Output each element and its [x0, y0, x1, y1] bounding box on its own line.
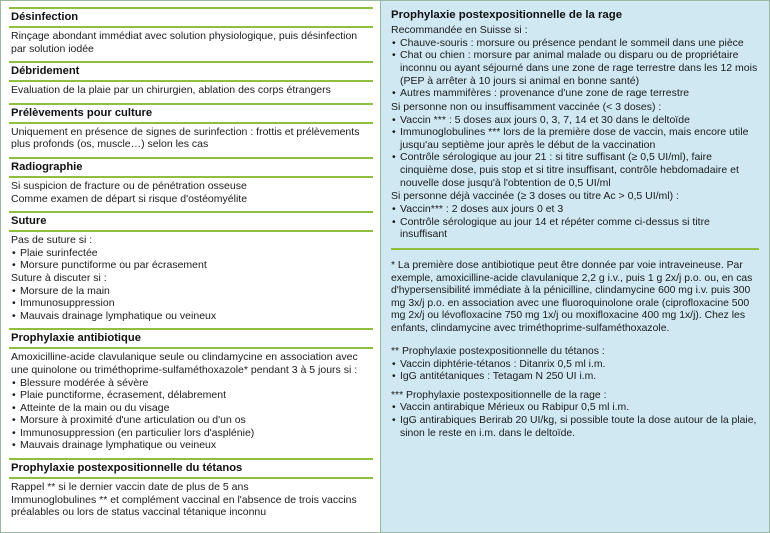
- section-title: Prophylaxie antibiotique: [9, 328, 373, 349]
- section-body: [9, 84, 373, 97]
- section-body: [9, 126, 373, 151]
- section-body: [9, 30, 373, 55]
- list-item: • Atteinte de la main ou du visage: [11, 402, 371, 415]
- section-line: Rappel ** si le dernier vaccin date de plus de 5 ans: [11, 481, 249, 494]
- right-column: [381, 1, 769, 532]
- footnote-rage-list: [391, 402, 759, 440]
- section-title: Radiographie: [9, 157, 373, 178]
- list-item: • Mauvais drainage lymphatique ou veineux: [11, 439, 371, 452]
- list-item: • Vaccin *** : 5 doses aux jours 0, 3, 7, 14 et 30 dans le deltoïde: [391, 114, 759, 127]
- subheading-deja-vaccine: Si personne déjà vaccinée (≥ 3 doses ou titre Ac > 0,5 UI/ml) :: [391, 190, 679, 203]
- list-item: • Autres mammifères : provenance d'une zone de rage terrestre: [391, 87, 759, 100]
- section-line: Comme examen de départ si risque d'ostéomyélite: [11, 192, 248, 205]
- subheading-non-vaccine: Si personne non ou insuffisamment vaccinée (< 3 doses) :: [391, 100, 662, 113]
- section-body: [9, 351, 373, 452]
- section-debridement: [9, 61, 373, 97]
- bullet-list-non-vaccine: [391, 114, 759, 190]
- footnote-antibiotique: * La première dose antibiotique peut être donnée par voie intraveineuse. Par exemple, amoxicilline-acide clavulanique 2,2 g i.v., puis 1 g 2x/j p.o. ou, en cas d'hypersensibilité immédiate à la pénicilline, clindamycine 600 mg i.v. puis 300 mg 3x/j p.o. en association avec une fluoroquinolone orale (ciprofloxacine 500 mg 2x/j ou lévofloxacine 750 mg 1x/j ou moxifloxacine 400 mg 1x/j). Chez les enfants, clindamycine avec triméthoprime-sulfaméthoxazole.: [391, 260, 753, 335]
- bullet-list-deja-vaccine: [391, 203, 759, 241]
- section-title: Prélèvements pour culture: [9, 103, 373, 124]
- section-title: Débridement: [9, 61, 373, 82]
- list-item: • Contrôle sérologique au jour 14 et répéter comme ci-dessus si titre insuffisant: [391, 216, 759, 241]
- list-item: • Morsure de la main: [11, 285, 371, 298]
- bullet-list: [11, 377, 371, 453]
- list-item: • Plaie surinfectée: [11, 247, 371, 260]
- footnote-tetanos-list: [391, 359, 759, 384]
- section-suture: [9, 211, 373, 322]
- section-line: Suture à discuter si :: [11, 271, 107, 284]
- list-item: • Contrôle sérologique au jour 21 : si titre suffisant (≥ 0,5 UI/ml), faire cinquième dose, puis stop et si titre insuffisant, contrôle hebdomadaire et nouvelle dose jusqu'à l'obtention de 0,5 UI/ml: [391, 151, 759, 189]
- list-item: • Plaie punctiforme, écrasement, délabrement: [11, 389, 371, 402]
- list-item: • Blessure modérée à sévère: [11, 377, 371, 390]
- list-item: • Chat ou chien : morsure par animal malade ou disparu ou de propriétaire inconnu ou ayant séjourné dans une zone de rage terrestre dans les 12 mois (PEP à arrêter à 10 jours si animal en bonne santé): [391, 49, 759, 87]
- bullet-list-indications: [391, 37, 759, 100]
- footnote-rage-title: *** Prophylaxie postexpositionnelle de la rage :: [391, 389, 607, 401]
- bullet-list: [11, 247, 371, 272]
- list-item: • Chauve-souris : morsure ou présence pendant le sommeil dans une pièce: [391, 37, 759, 50]
- list-item: • Vaccin antirabique Mérieux ou Rabipur 0,5 ml i.m.: [391, 402, 759, 415]
- list-item: • Morsure punctiforme ou par écrasement: [11, 259, 371, 272]
- section-line: Uniquement en présence de signes de surinfection : frottis et prélèvements plus profonds (os, muscle…) selon les cas: [11, 125, 360, 151]
- list-item: • Vaccin*** : 2 doses aux jours 0 et 3: [391, 203, 759, 216]
- section-prelevements-pour-culture: [9, 103, 373, 151]
- section-line: Pas de suture si :: [11, 234, 93, 247]
- left-column: [1, 1, 381, 532]
- section-body: [9, 481, 373, 519]
- bullet-list: [11, 285, 371, 323]
- list-item: • Immunosuppression (en particulier lors d'asplénie): [11, 427, 371, 440]
- section-line: Evaluation de la plaie par un chirurgien, ablation des corps étrangers: [11, 84, 331, 97]
- section-line: Si suspicion de fracture ou de pénétration osseuse: [11, 179, 247, 192]
- divider: [391, 248, 759, 250]
- list-item: • IgG antirabiques Berirab 20 UI/kg, si possible toute la dose autour de la plaie, sinon le reste en i.m. dans le deltoïde.: [391, 415, 759, 440]
- section-title: Suture: [9, 211, 373, 232]
- section-body: [9, 234, 373, 322]
- section-title: Désinfection: [9, 7, 373, 28]
- section-title: Prophylaxie postexpositionnelle du tétanos: [9, 458, 373, 479]
- list-item: • Morsure à proximité d'une articulation ou d'un os: [11, 414, 371, 427]
- list-item: • Mauvais drainage lymphatique ou veineux: [11, 310, 371, 323]
- list-item: • Immunoglobulines *** lors de la première dose de vaccin, mais encore utile jusqu'au septième jour après le début de la vaccination: [391, 126, 759, 151]
- list-item: • IgG antitétaniques : Tetagam N 250 UI i.m.: [391, 371, 759, 384]
- right-intro: Recommandée en Suisse si :: [391, 24, 528, 36]
- section-line: Rinçage abondant immédiat avec solution physiologique, puis désinfection par solution iodée: [11, 30, 358, 55]
- section-line: Immunoglobulines ** et complément vaccinal en l'absence de trois vaccins préalables ou lors de status vaccinal tétanique inconnu: [11, 493, 357, 519]
- section-desinfection: [9, 7, 373, 55]
- section-prophylaxie-antibiotique: [9, 328, 373, 452]
- section-line: Amoxicilline-acide clavulanique seule ou clindamycine en association avec une quinolone ou triméthoprime-sulfaméthoxazole* pendant 3 à 5 jours si :: [11, 351, 358, 376]
- section-radiographie: [9, 157, 373, 205]
- list-item: • Immunosuppression: [11, 297, 371, 310]
- right-title: Prophylaxie postexpositionnelle de la rage: [391, 9, 623, 21]
- list-item: • Vaccin diphtérie-tétanos : Ditanrix 0,5 ml i.m.: [391, 359, 759, 372]
- section-body: [9, 180, 373, 205]
- footnote-tetanos-title: ** Prophylaxie postexpositionnelle du tétanos :: [391, 346, 605, 358]
- section-prophylaxie-postexpositionnelle-tetanos: [9, 458, 373, 519]
